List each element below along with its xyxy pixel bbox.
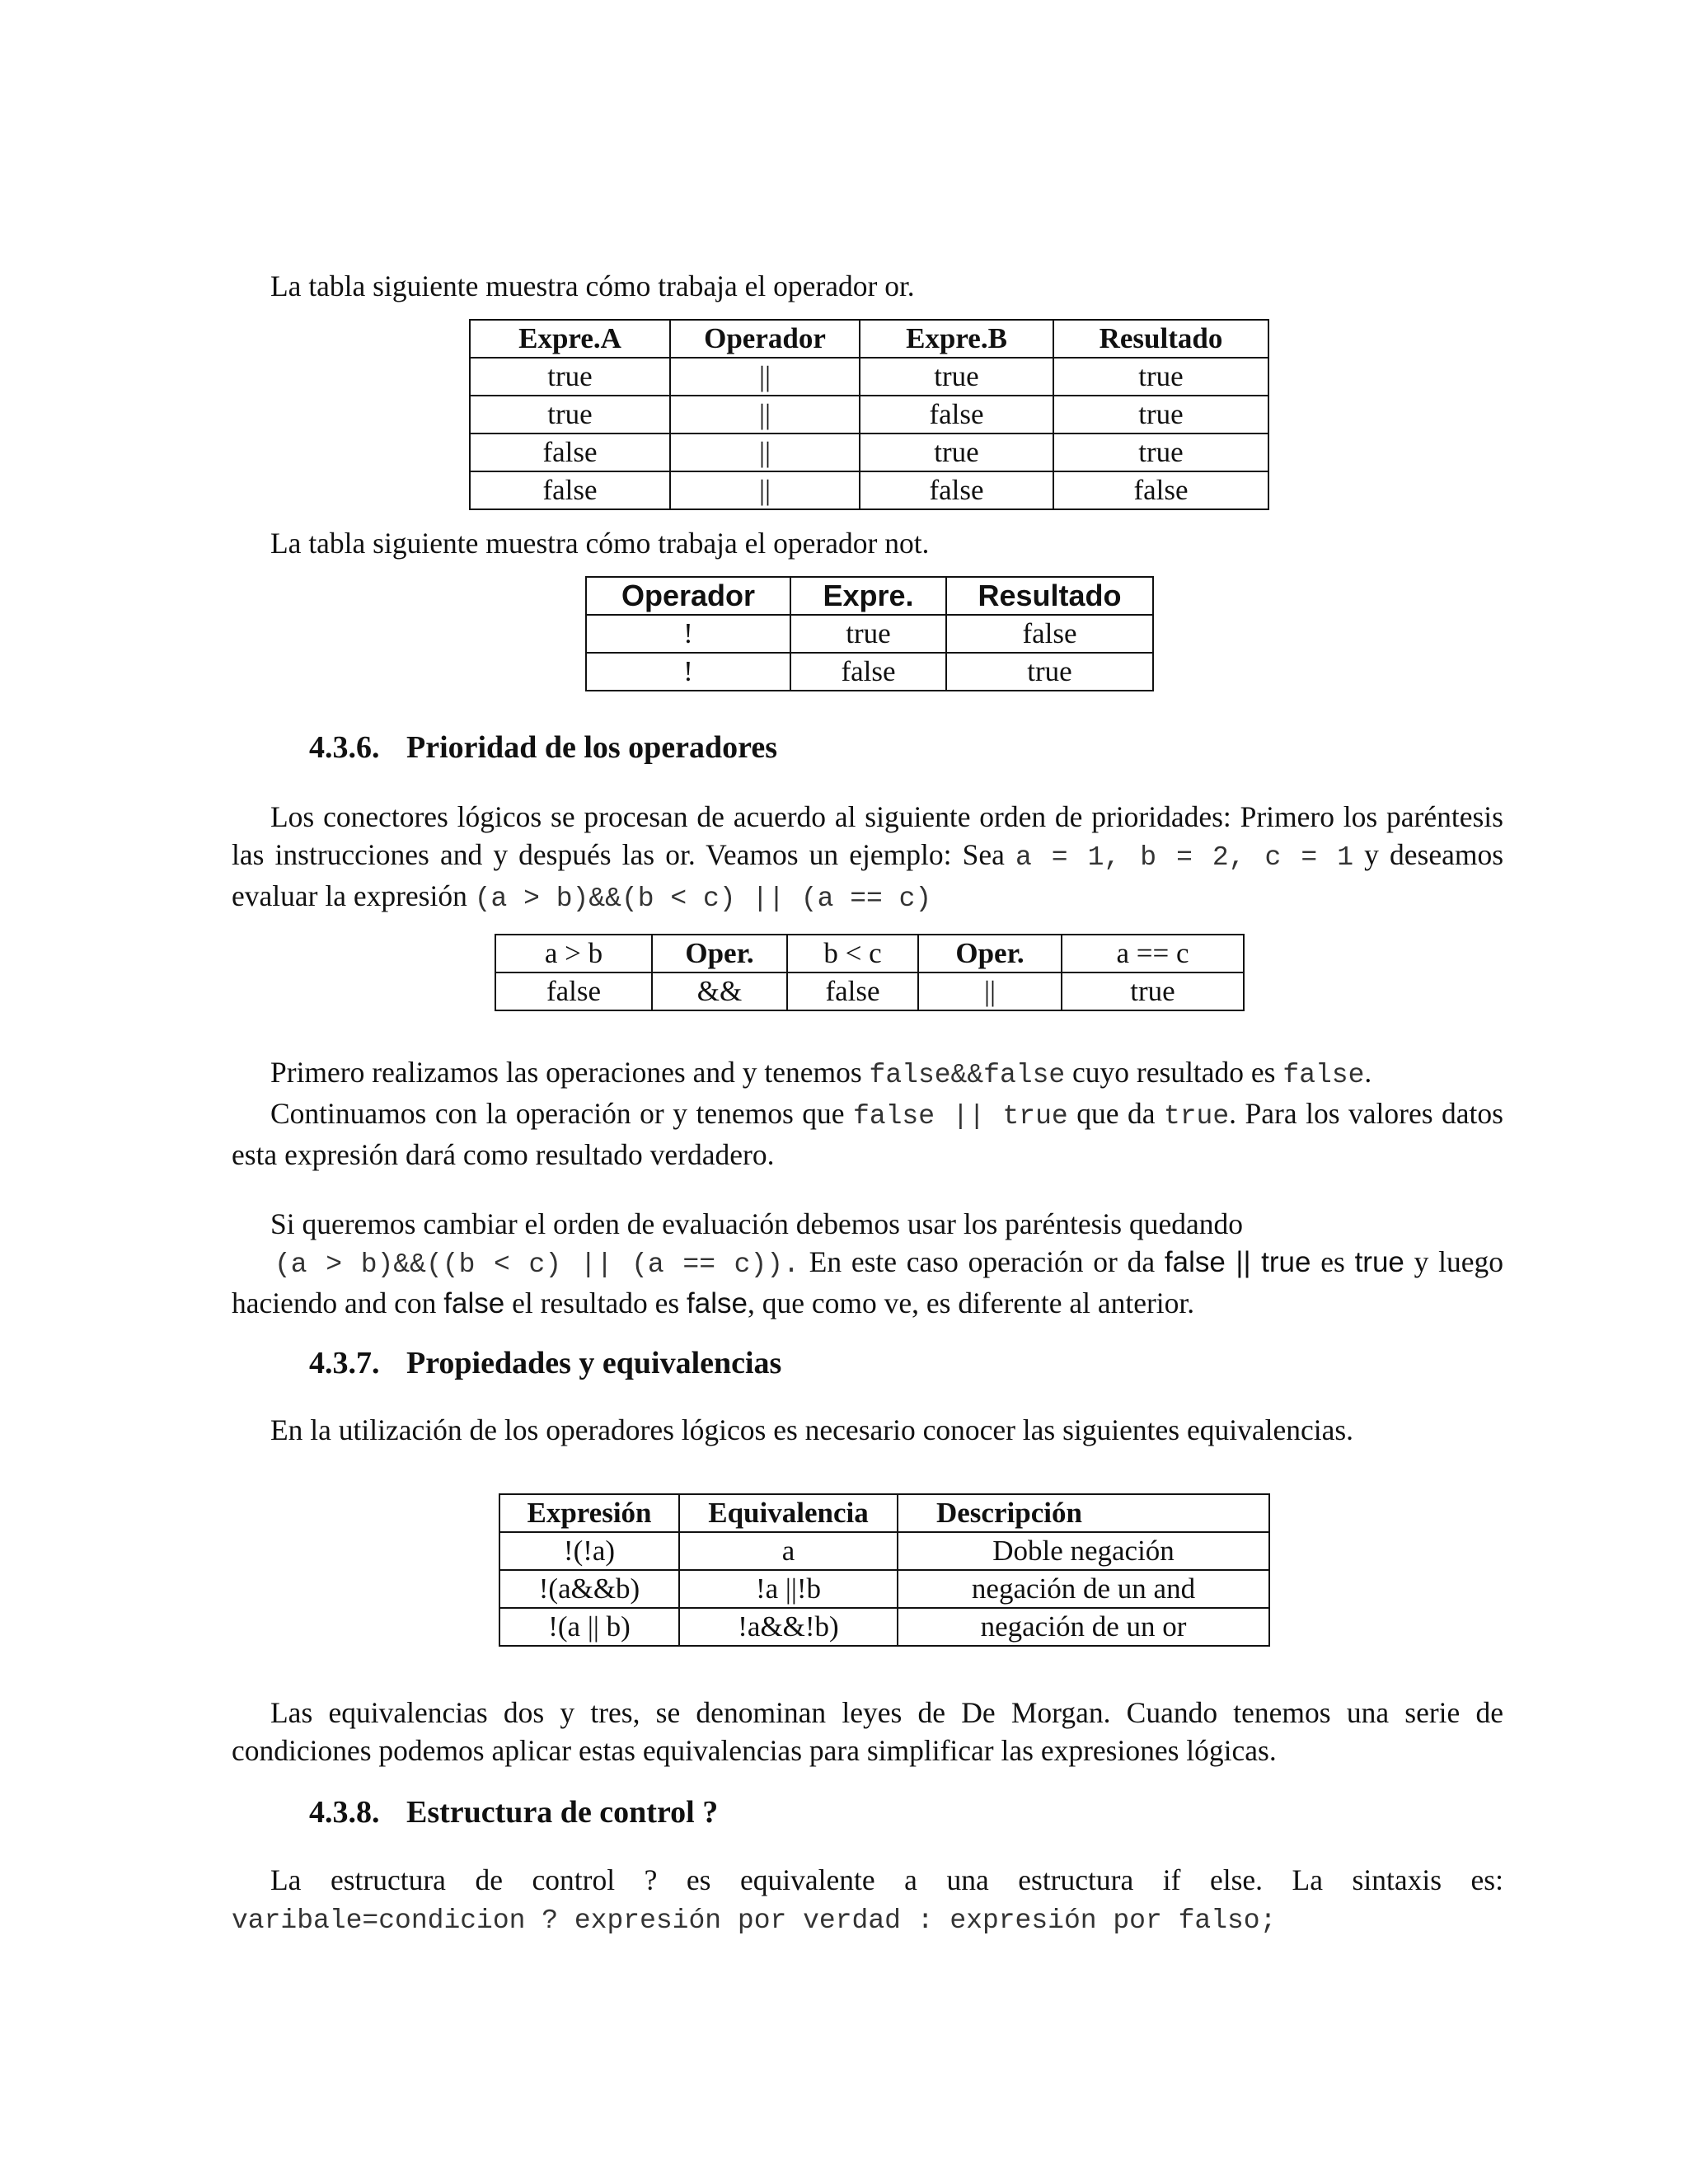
prioridad-paragraph-2: Primero realizamos las operaciones and y tenemos false&&false cuyo resultado es false. Continuamos con la operación or y tenemos que false || true que da true. Para los valores datos esta expresión dará como resultado verdadero.	[232, 1056, 1503, 1171]
table-row	[470, 434, 1268, 471]
not-truth-table	[585, 576, 1154, 691]
table-cell: ||	[670, 471, 860, 509]
prioridad-paragraph-1: Los conectores lógicos se procesan de acuerdo al siguiente orden de prioridades: Primero los paréntesis las instrucciones and y después las or. Veamos un ejemplo: Sea a = 1, b = 2, c = 1 y deseamos evaluar la expresión (a > b)&&(b < c) || (a == c)	[232, 800, 1504, 914]
table-cell: true	[946, 653, 1153, 691]
section-number: 4.3.8.	[309, 1795, 380, 1830]
table-cell: false	[946, 615, 1153, 653]
table-cell: !(a || b)	[499, 1608, 679, 1646]
table-row	[586, 615, 1153, 653]
table-row	[499, 1608, 1269, 1646]
column-header: Resultado	[1053, 320, 1268, 358]
table-cell: true	[790, 615, 946, 653]
table-cell: false	[860, 396, 1053, 434]
table-cell: ||	[918, 972, 1062, 1010]
column-header: Expre.	[790, 577, 946, 615]
column-header: Expre.B	[860, 320, 1053, 358]
table-header-row	[470, 320, 1268, 358]
inline-code: true	[1163, 1101, 1230, 1132]
table-cell: false	[1053, 471, 1268, 509]
table-cell: ||	[670, 434, 860, 471]
section-number: 4.3.7.	[309, 1346, 380, 1380]
section-title: Prioridad de los operadores	[406, 730, 778, 765]
table-cell: negación de un and	[898, 1570, 1269, 1608]
table-cell: false	[860, 471, 1053, 509]
column-header: Resultado	[946, 577, 1153, 615]
table-header-row	[586, 577, 1153, 615]
table-cell: true	[1053, 434, 1268, 471]
section-heading-4-3-8	[309, 1794, 718, 1830]
evaluation-table	[495, 934, 1245, 1011]
section-title: Estructura de control ?	[406, 1795, 719, 1830]
de-morgan-paragraph: Las equivalencias dos y tres, se denominan leyes de De Morgan. Cuando tenemos una serie de condiciones podemos aplicar estas equivalencias para simplificar las expresiones lógicas.	[232, 1696, 1503, 1767]
table-row	[470, 396, 1268, 434]
equivalencias-intro: En la utilización de los operadores lógicos es necesario conocer las siguientes equivalencias.	[270, 1413, 1354, 1446]
table-cell: true	[470, 358, 670, 396]
inline-code: a = 1, b = 2, c = 1	[1015, 842, 1354, 873]
or-truth-table	[469, 319, 1269, 510]
inline-code: (a > b)&&((b < c) || (a == c)).	[274, 1249, 799, 1280]
not-table-intro: La tabla siguiente muestra cómo trabaja el operador not.	[270, 527, 930, 560]
table-cell: a == c	[1062, 935, 1244, 972]
table-row	[586, 653, 1153, 691]
table-row	[470, 358, 1268, 396]
equivalence-table	[499, 1493, 1270, 1647]
table-cell: &&	[652, 972, 787, 1010]
table-cell: Doble negación	[898, 1532, 1269, 1570]
table-cell: false	[470, 471, 670, 509]
table-cell: true	[1062, 972, 1244, 1010]
table-cell: !a&&!b)	[679, 1608, 898, 1646]
column-header: Expre.A	[470, 320, 670, 358]
table-cell: !(a&&b)	[499, 1570, 679, 1608]
or-table-intro: La tabla siguiente muestra cómo trabaja el operador or.	[270, 269, 915, 302]
prioridad-paragraph-3: Si queremos cambiar el orden de evaluación debemos usar los paréntesis quedando (a > b)&&((b < c) || (a == c)). En este caso operación or da false || true es true y luego haciendo and con false el resultado es false, que como ve, es diferente al anterior.	[232, 1207, 1504, 1319]
inline-code: false || true	[853, 1101, 1068, 1132]
table-cell: ||	[670, 396, 860, 434]
table-cell: !a ||!b	[679, 1570, 898, 1608]
column-header: Expresión	[499, 1494, 679, 1532]
estructura-control-paragraph: La estructura de control ? es equivalente a una estructura if else. La sintaxis es: varibale=condicion ? expresión por verdad : expresión por falso;	[232, 1863, 1503, 1936]
table-header-row	[495, 935, 1244, 972]
column-header: Descripción	[898, 1494, 1269, 1532]
column-header: Operador	[586, 577, 790, 615]
table-header-row	[499, 1494, 1269, 1532]
table-cell: !	[586, 653, 790, 691]
section-title: Propiedades y equivalencias	[406, 1346, 782, 1380]
table-cell: a	[679, 1532, 898, 1570]
section-heading-4-3-6	[309, 729, 777, 766]
table-cell: false	[790, 653, 946, 691]
table-row	[470, 471, 1268, 509]
column-header: Oper.	[918, 935, 1062, 972]
table-row	[499, 1570, 1269, 1608]
column-header: Operador	[670, 320, 860, 358]
section-heading-4-3-7	[309, 1345, 781, 1381]
table-cell: false	[495, 972, 652, 1010]
table-cell: true	[470, 396, 670, 434]
inline-code: false&&false	[869, 1060, 1066, 1090]
table-cell: negación de un or	[898, 1608, 1269, 1646]
table-row	[495, 972, 1244, 1010]
table-cell: false	[470, 434, 670, 471]
section-number: 4.3.6.	[309, 730, 380, 765]
table-cell: false	[787, 972, 918, 1010]
table-cell: !	[586, 615, 790, 653]
table-cell: b < c	[787, 935, 918, 972]
inline-code: false	[1282, 1060, 1365, 1090]
inline-code: (a > b)&&(b < c) || (a == c)	[474, 883, 932, 914]
inline-code: varibale=condicion ? expresión por verdad : expresión por falso;	[232, 1905, 1277, 1936]
table-cell: true	[1053, 396, 1268, 434]
table-cell: a > b	[495, 935, 652, 972]
table-cell: true	[860, 358, 1053, 396]
table-cell: ||	[670, 358, 860, 396]
table-cell: !(!a)	[499, 1532, 679, 1570]
column-header: Oper.	[652, 935, 787, 972]
table-cell: true	[1053, 358, 1268, 396]
table-cell: true	[860, 434, 1053, 471]
table-row	[499, 1532, 1269, 1570]
column-header: Equivalencia	[679, 1494, 898, 1532]
